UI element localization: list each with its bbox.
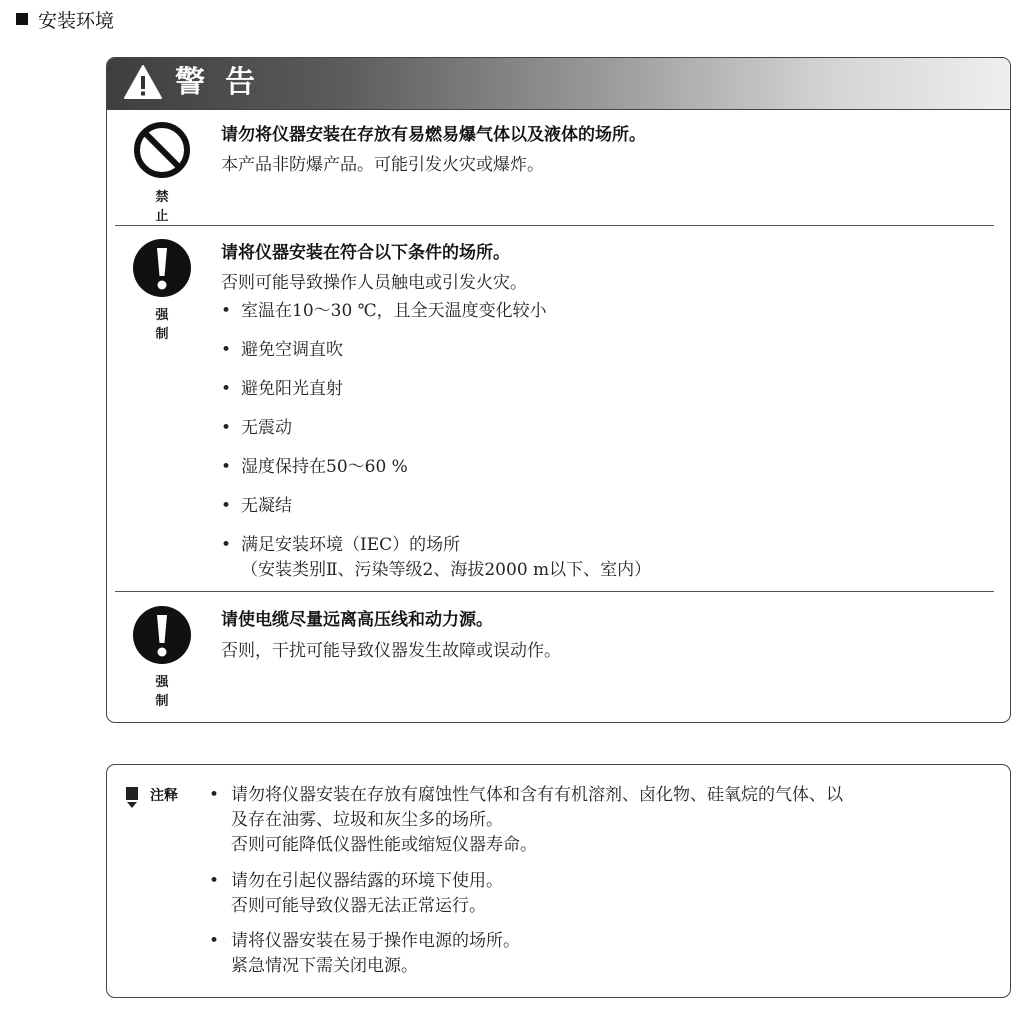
condition-bullet-subtext: （安装类别Ⅱ、污染等级2、海拔2000 m以下、室内） xyxy=(241,560,652,580)
bullet-dot: • xyxy=(221,418,232,438)
prohibition-icon xyxy=(132,120,192,180)
warning-triangle-icon xyxy=(123,64,163,100)
mandatory-symbol xyxy=(131,605,193,709)
bullet-dot: • xyxy=(209,931,220,951)
mandatory-label: 强制 xyxy=(155,675,183,709)
condition-bullet xyxy=(221,335,343,360)
divider xyxy=(115,591,994,592)
condition-bullet xyxy=(221,296,547,321)
note-item xyxy=(209,783,843,858)
note-item xyxy=(209,929,520,979)
note-line: 请勿将仪器安装在存放有腐蚀性气体和含有有机溶剂、卤化物、硅氧烷的气体、以 xyxy=(231,785,843,805)
condition-bullet xyxy=(221,413,292,438)
note-icon xyxy=(125,787,139,809)
mandatory-label: 强制 xyxy=(155,308,183,342)
note-line: 及存在油雾、垃圾和灰尘多的场所。 xyxy=(231,810,503,830)
mandatory-symbol xyxy=(131,238,193,342)
condition-bullet xyxy=(221,491,292,516)
prohibition-label: 禁止 xyxy=(155,190,183,224)
note-line: 请勿在引起仪器结露的环境下使用。 xyxy=(231,871,503,891)
warning-box xyxy=(106,57,1011,723)
bullet-dot: • xyxy=(221,379,232,399)
warning-item-text: 否则可能导致操作人员触电或引发火灾。 xyxy=(221,273,527,293)
note-line: 请将仪器安装在易于操作电源的场所。 xyxy=(231,931,520,951)
note-label: 注释 xyxy=(150,788,178,804)
bullet-text: 满足安装环境（IEC）的场所 xyxy=(241,535,461,555)
note-line: 紧急情况下需关闭电源。 xyxy=(231,956,418,976)
mandatory-exclamation-icon xyxy=(132,605,192,665)
bullet-dot: • xyxy=(209,785,220,805)
bullet-text: 无震动 xyxy=(241,418,292,438)
condition-bullet xyxy=(221,530,460,555)
bullet-text: 避免阳光直射 xyxy=(241,379,343,399)
section-heading-text: 安装环境 xyxy=(38,9,115,32)
warning-item-title: 请勿将仪器安装在存放有易燃易爆气体以及液体的场所。 xyxy=(221,125,646,145)
note-line: 否则可能降低仪器性能或缩短仪器寿命。 xyxy=(231,835,537,855)
bullet-dot: • xyxy=(221,496,232,516)
divider xyxy=(115,225,994,226)
warning-header xyxy=(107,58,1010,110)
square-bullet-icon xyxy=(16,13,28,25)
bullet-dot: • xyxy=(221,301,232,321)
note-item xyxy=(209,869,503,919)
warning-item-title: 请使电缆尽量远离高压线和动力源。 xyxy=(221,610,493,630)
prohibition-symbol xyxy=(131,120,193,224)
note-box xyxy=(106,764,1011,998)
warning-item-title: 请将仪器安装在符合以下条件的场所。 xyxy=(221,243,510,263)
bullet-text: 湿度保持在50～60 % xyxy=(241,457,408,477)
warning-item-text: 本产品非防爆产品。可能引发火灾或爆炸。 xyxy=(221,155,544,175)
mandatory-exclamation-icon xyxy=(132,238,192,298)
bullet-dot: • xyxy=(209,871,220,891)
bullet-dot: • xyxy=(221,457,232,477)
bullet-text: 无凝结 xyxy=(241,496,292,516)
bullet-dot: • xyxy=(221,535,232,555)
bullet-text: 室温在10～30 ℃，且全天温度变化较小 xyxy=(241,301,547,321)
condition-bullet xyxy=(221,374,343,399)
warning-title: 警告 xyxy=(175,65,275,100)
note-line: 否则可能导致仪器无法正常运行。 xyxy=(231,896,486,916)
section-heading xyxy=(16,6,114,32)
condition-bullet xyxy=(221,452,408,477)
warning-item-text: 否则，干扰可能导致仪器发生故障或误动作。 xyxy=(221,641,561,661)
bullet-text: 避免空调直吹 xyxy=(241,340,343,360)
bullet-dot: • xyxy=(221,340,232,360)
